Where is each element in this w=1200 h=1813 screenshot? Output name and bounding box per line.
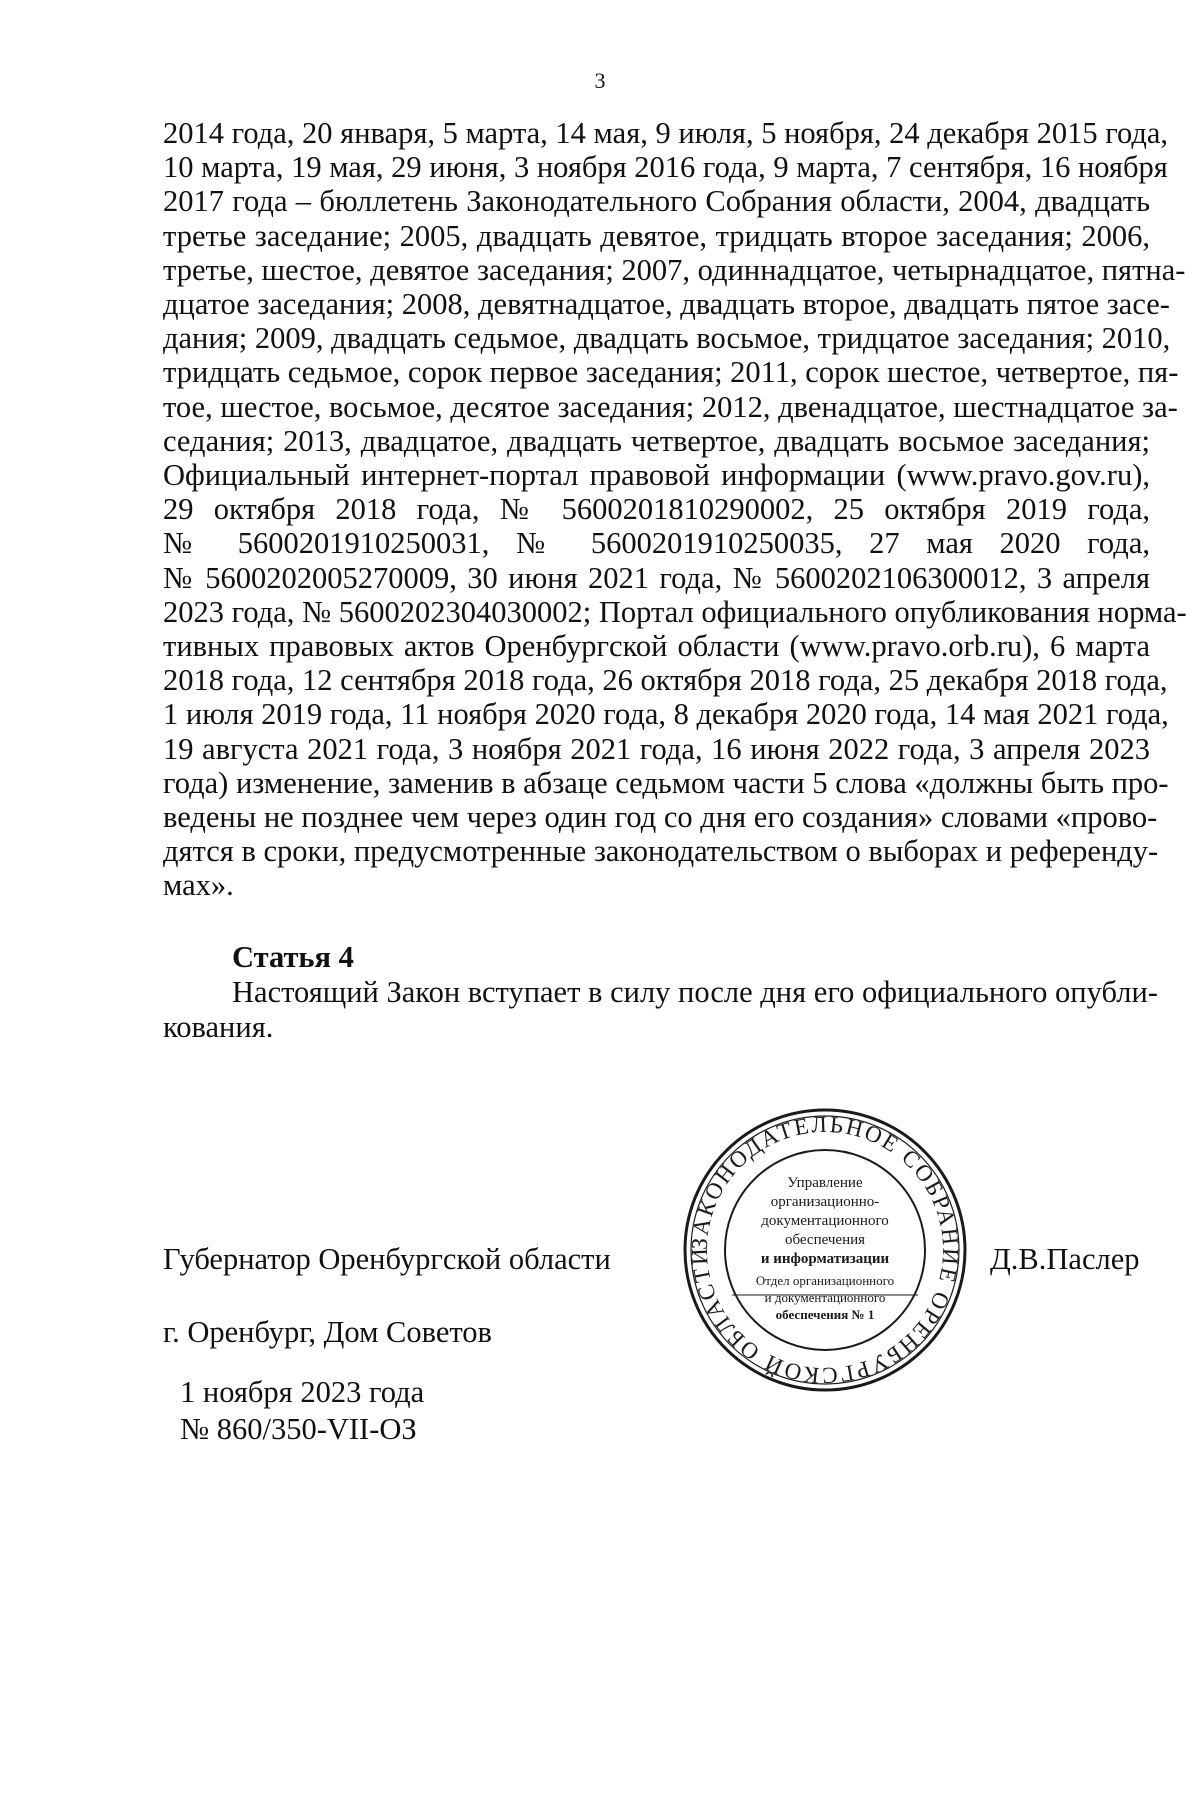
body-line: дятся в сроки, предусмотренные законодательством о выборах и референду- — [163, 834, 1159, 869]
body-line: дания; 2009, двадцать седьмое, двадцать восьмое, тридцатое заседания; 2010, — [163, 321, 1171, 356]
body-line: тое, шестое, восьмое, десятое заседания; 2012, двенадцатое, шестнадцатое за- — [163, 389, 1178, 424]
signing-date: 1 ноября 2023 года — [180, 1375, 425, 1409]
body-line: третье, шестое, девятое заседания; 2007, одиннадцатое, четырнадцатое, пятна- — [163, 252, 1186, 287]
seal-outer-text: ЗАКОНОДАТЕЛЬНОЕ СОБРАНИЕ ОРЕНБУРГСКОЙ ОБЛАСТИ — [686, 1111, 964, 1389]
body-line: 29 октября 2018 года, № 5600201810290002, 25 октября 2019 года, — [163, 492, 1150, 527]
body-line: тридцать седьмое, сорок первое заседания; 2011, сорок шестое, четвертое, пя- — [163, 355, 1179, 390]
body-line: третье заседание; 2005, двадцать девятое, тридцать второе заседания; 2006, — [163, 218, 1150, 253]
body-line: 2014 года, 20 января, 5 марта, 14 мая, 9 июля, 5 ноября, 24 декабря 2015 года, — [163, 116, 1169, 150]
body-line: 1 июля 2019 года, 11 ноября 2020 года, 8 декабря 2020 года, 14 мая 2021 года, — [163, 697, 1169, 732]
body-line: № 5600202005270009, 30 июня 2021 года, № 5600202106300012, 3 апреля — [163, 560, 1150, 595]
seal-inner-line: организационно- — [770, 1194, 880, 1210]
law-number: № 860/350-VII-ОЗ — [180, 1412, 417, 1446]
body-line: 2017 года – бюллетень Законодательного Собрания области, 2004, двадцать — [163, 184, 1150, 219]
body-line: ведены не позднее чем через один год со дня его создания» словами «прово- — [163, 800, 1158, 835]
seal-inner-line: Отдел организационного — [755, 1273, 895, 1288]
signatory-name: Д.В.Паслер — [990, 1242, 1140, 1276]
body-line: 2023 года, № 5600202304030002; Портал официального опубликования норма- — [163, 594, 1187, 629]
page-number: 3 — [594, 68, 606, 93]
seal-inner-line: обеспечения — [784, 1232, 866, 1248]
article-4-line: кования. — [163, 1010, 274, 1044]
body-line: № 5600201910250031, № 5600201910250035, 27 мая 2020 года, — [163, 526, 1150, 561]
article-4-line: Настоящий Закон вступает в силу после дня его официального опубли- — [232, 975, 1158, 1009]
article-4-text — [163, 975, 1158, 1045]
body-line: мах». — [163, 868, 234, 903]
seal-inner-line: и информатизации — [760, 1251, 890, 1267]
body-line: 2018 года, 12 сентября 2018 года, 26 октября 2018 года, 25 декабря 2018 года, — [163, 663, 1168, 698]
body-line: седания; 2013, двадцатое, двадцать четвертое, двадцать восьмое заседания; — [163, 423, 1150, 458]
seal-inner-line: обеспечения № 1 — [775, 1307, 875, 1322]
article-4-heading: Статья 4 — [232, 940, 354, 974]
seal-inner-line: и документационного — [764, 1290, 886, 1305]
body-line: дцатое заседания; 2008, девятнадцатое, двадцать второе, двадцать пятое засе- — [163, 287, 1170, 322]
body-line: тивных правовых актов Оренбургской области (www.pravo.orb.ru), 6 марта — [163, 629, 1150, 664]
body-line: 10 марта, 19 мая, 29 июня, 3 ноября 2016 года, 9 марта, 7 сентября, 16 ноября — [163, 150, 1168, 185]
signing-place: г. Оренбург, Дом Советов — [163, 1315, 492, 1349]
signatory-position: Губернатор Оренбургской области — [163, 1242, 611, 1276]
seal-inner-line: Управление — [787, 1175, 863, 1191]
seal-inner-line: документационного — [761, 1213, 889, 1229]
body-line: Официальный интернет-портал правовой информации (www.pravo.gov.ru), — [163, 458, 1150, 493]
body-line: года) изменение, заменив в абзаце седьмом части 5 слова «должны быть про- — [163, 765, 1169, 800]
article3-continuation — [163, 116, 1187, 903]
body-line: 19 августа 2021 года, 3 ноября 2021 года, 16 июня 2022 года, 3 апреля 2023 — [163, 731, 1150, 766]
official-seal-stamp — [680, 1105, 970, 1395]
